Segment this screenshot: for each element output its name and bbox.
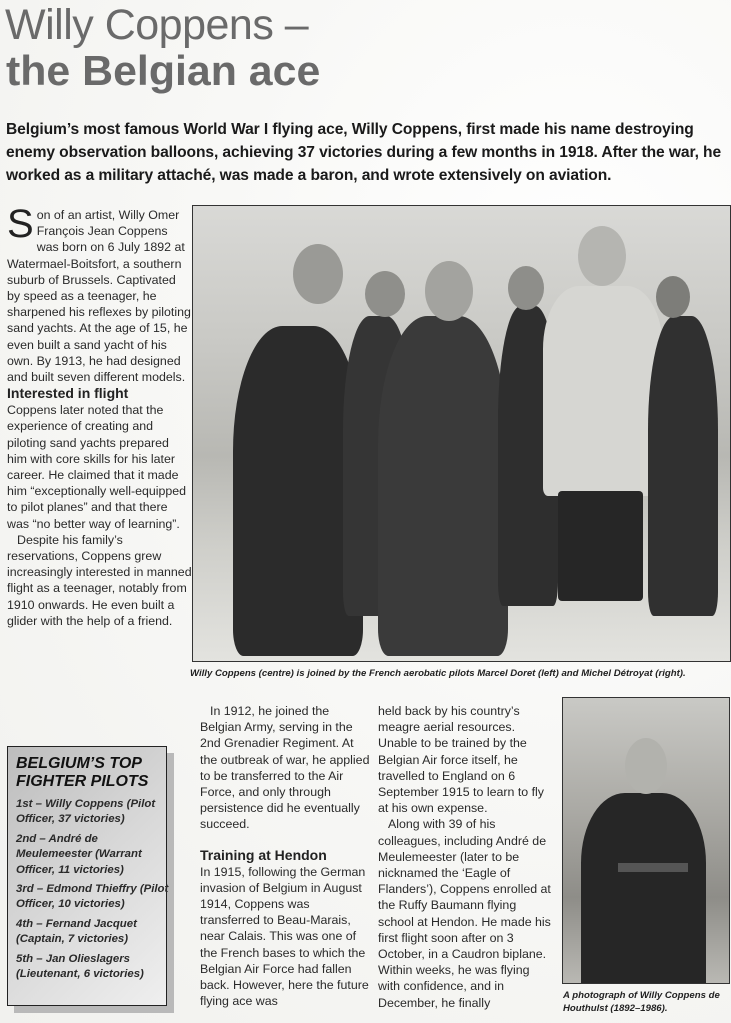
main-photo xyxy=(192,205,731,662)
photo-figure-head xyxy=(508,266,544,310)
portrait-photo xyxy=(562,697,730,984)
pilot-list xyxy=(16,797,171,986)
subhead-interested-in-flight: Interested in flight xyxy=(7,385,129,402)
paragraph: In 1912, he joined the Belgian Army, serving in the 2nd Grenadier Regiment. At the outbreak of war, he applied to be transferred to the Air Force, and only through persistence did he eventually succeed. xyxy=(200,704,370,832)
paragraph: In 1915, following the German invasion of Belgium in August 1914, Coppens was transferred to Beau-Marais, near Calais. This was one of the French bases to which the Belgian Air Force had fallen back. However, here the future flying ace was xyxy=(200,864,369,1009)
pilot-entry: 2nd – André de Meulemeester (Warrant Officer, 11 victories) xyxy=(16,832,142,876)
photo-figure-head xyxy=(293,244,343,304)
photo-figure-head xyxy=(365,271,405,317)
photo-figure xyxy=(543,286,663,496)
pilot-entry: 3rd – Edmond Thieffry (Pilot Officer, 10 victories) xyxy=(16,883,169,911)
portrait-photo-caption: A photograph of Willy Coppens de Houthulst (1892–1986). xyxy=(563,990,720,1014)
paragraph: Along with 39 of his colleagues, including André de Meulemeester (later to be nicknamed the ‘Eagle of Flanders’), Coppens enrolled at the Ruffy Baumann flying school at Hendon. He made his first flight soon after on 3 October, in a Caudron biplane. Within weeks, he was flying with confidence, and in December, he finally xyxy=(378,817,551,1010)
photo-figure-head xyxy=(656,276,690,318)
paragraph: Despite his family’s reservations, Coppens grew increasingly interested in manned flight as a teenager, notably from 1910 onwards. He even built a glider with the help of a friend. xyxy=(7,532,192,628)
pilot-entry: 4th – Fernand Jacquet (Captain, 7 victories) xyxy=(16,917,137,946)
intro-paragraph xyxy=(7,202,192,385)
pilot-entry: 5th – Jan Olieslagers (Lieutenant, 6 victories) xyxy=(16,952,144,981)
box-title: BELGIUM’S TOP FIGHTER PILOTS xyxy=(16,755,149,790)
top-fighter-pilots-box xyxy=(7,746,167,1006)
column-3 xyxy=(378,703,553,1011)
paragraph: held back by his country’s meagre aerial resources. Unable to be trained by the Belgian Air force itself, he travelled to England on 6 September 1915 to learn to fly at his own expense. xyxy=(378,704,544,816)
photo-figure xyxy=(558,491,643,601)
paragraph: Coppens later noted that the experience of creating and piloting sand yachts prepared him with core skills for his later career. He claimed that it made him “exceptionally well-equipped to pilot planes” and that there was “no better way of learning”. xyxy=(7,403,187,531)
photo-figure-head xyxy=(425,261,473,321)
intro-text: on of an artist, Willy Omer François Jean Coppens was born on 6 July 1892 at Watermael-Boitsfort, a southern suburb of Brussels. Captivated by speed as a teenager, he sharpened his reflexes by piloting sand yachts. At the age of 15, he even built a sand yacht of his own. By 1913, he had designed and built seven different models. xyxy=(7,208,191,385)
subhead-training-at-hendon: Training at Hendon xyxy=(200,846,327,863)
standfirst: Belgium’s most famous World War I flying ace, Willy Coppens, first made his name destroying enemy observation balloons, achieving 37 victories during a few months in 1918. After the war, he worked as a military attaché, was made a baron, and wrote extensively on aviation. xyxy=(6,121,722,184)
pilot-entry: 1st – Willy Coppens (Pilot Officer, 37 victories) xyxy=(16,798,156,826)
photo-figure xyxy=(648,316,718,616)
photo-figure-head xyxy=(578,226,626,286)
photo-figure xyxy=(581,793,706,984)
drop-cap: S xyxy=(7,202,34,246)
main-photo-caption: Willy Coppens (centre) is joined by the French aerobatic pilots Marcel Doret (left) and Michel Détroyat (right). xyxy=(190,668,686,679)
belt-buckle xyxy=(618,863,688,872)
photo-figure-head xyxy=(625,738,667,794)
column-2 xyxy=(200,703,370,1009)
article-title-line1: Willy Coppens – xyxy=(5,1,309,49)
photo-figure xyxy=(378,316,508,656)
article-title-line2: the Belgian ace xyxy=(6,47,321,94)
column-1 xyxy=(7,202,192,629)
